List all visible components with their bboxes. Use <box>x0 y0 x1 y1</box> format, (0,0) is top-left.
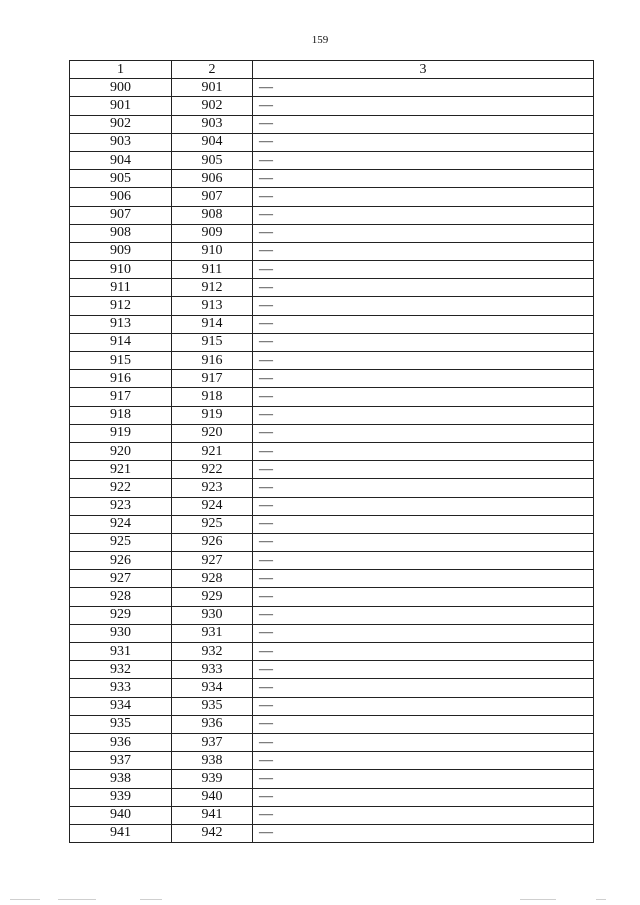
footer-mark <box>596 899 606 900</box>
table-cell-col3: — <box>253 715 594 733</box>
table-cell-col1: 936 <box>70 733 172 751</box>
table-row <box>70 333 594 351</box>
table-row <box>70 151 594 169</box>
table-cell-col2: 908 <box>172 206 253 224</box>
table-cell-col3: — <box>253 661 594 679</box>
table-cell-col3: — <box>253 424 594 442</box>
table-row <box>70 279 594 297</box>
table-row <box>70 370 594 388</box>
table-row <box>70 261 594 279</box>
table-cell-col3: — <box>253 552 594 570</box>
table-cell-col1: 927 <box>70 570 172 588</box>
table-row <box>70 206 594 224</box>
table-cell-col2: 928 <box>172 570 253 588</box>
table-cell-col1: 941 <box>70 824 172 842</box>
table-header <box>70 61 594 79</box>
table-cell-col3: — <box>253 388 594 406</box>
column-header-3: 3 <box>253 61 594 79</box>
table-cell-col2: 938 <box>172 752 253 770</box>
table-cell-col1: 924 <box>70 515 172 533</box>
table-cell-col2: 918 <box>172 388 253 406</box>
table-cell-col1: 909 <box>70 242 172 260</box>
table-row <box>70 388 594 406</box>
data-table <box>69 60 594 843</box>
table-cell-col1: 905 <box>70 170 172 188</box>
table-cell-col1: 934 <box>70 697 172 715</box>
table-cell-col2: 921 <box>172 442 253 460</box>
table-cell-col1: 906 <box>70 188 172 206</box>
table-cell-col3: — <box>253 497 594 515</box>
table-cell-col1: 907 <box>70 206 172 224</box>
header-row <box>70 61 594 79</box>
table-cell-col3: — <box>253 824 594 842</box>
table-cell-col3: — <box>253 224 594 242</box>
table-cell-col3: — <box>253 115 594 133</box>
table-cell-col3: — <box>253 479 594 497</box>
table-cell-col3: — <box>253 643 594 661</box>
table-row <box>70 733 594 751</box>
table-cell-col1: 931 <box>70 643 172 661</box>
table-cell-col3: — <box>253 352 594 370</box>
table-cell-col1: 911 <box>70 279 172 297</box>
table-cell-col3: — <box>253 697 594 715</box>
table-cell-col2: 942 <box>172 824 253 842</box>
table-cell-col2: 922 <box>172 461 253 479</box>
table-cell-col1: 939 <box>70 788 172 806</box>
table-cell-col2: 905 <box>172 151 253 169</box>
footer-mark <box>520 899 556 900</box>
table-cell-col1: 925 <box>70 533 172 551</box>
table-cell-col3: — <box>253 788 594 806</box>
table-row <box>70 442 594 460</box>
table-cell-col1: 930 <box>70 624 172 642</box>
table-cell-col2: 924 <box>172 497 253 515</box>
table-cell-col1: 920 <box>70 442 172 460</box>
table-cell-col1: 923 <box>70 497 172 515</box>
table-row <box>70 679 594 697</box>
table-cell-col1: 940 <box>70 806 172 824</box>
table-cell-col1: 929 <box>70 606 172 624</box>
table-cell-col1: 904 <box>70 151 172 169</box>
table-cell-col3: — <box>253 442 594 460</box>
table-cell-col1: 914 <box>70 333 172 351</box>
table-cell-col2: 902 <box>172 97 253 115</box>
table-row <box>70 697 594 715</box>
table-cell-col2: 913 <box>172 297 253 315</box>
table-row <box>70 479 594 497</box>
table-cell-col2: 911 <box>172 261 253 279</box>
table-cell-col1: 912 <box>70 297 172 315</box>
table-cell-col2: 933 <box>172 661 253 679</box>
table-cell-col3: — <box>253 261 594 279</box>
table-row <box>70 297 594 315</box>
table-cell-col2: 927 <box>172 552 253 570</box>
table-cell-col2: 940 <box>172 788 253 806</box>
table-cell-col2: 910 <box>172 242 253 260</box>
table-cell-col3: — <box>253 170 594 188</box>
table-cell-col3: — <box>253 315 594 333</box>
table-row <box>70 97 594 115</box>
footer-mark <box>140 899 162 900</box>
table-cell-col2: 919 <box>172 406 253 424</box>
table-cell-col2: 906 <box>172 170 253 188</box>
table-row <box>70 115 594 133</box>
table-cell-col3: — <box>253 242 594 260</box>
table-cell-col3: — <box>253 733 594 751</box>
table-cell-col3: — <box>253 406 594 424</box>
table-cell-col2: 937 <box>172 733 253 751</box>
table-cell-col3: — <box>253 570 594 588</box>
table-cell-col1: 921 <box>70 461 172 479</box>
table-row <box>70 752 594 770</box>
table-cell-col3: — <box>253 151 594 169</box>
table-cell-col2: 934 <box>172 679 253 697</box>
page-number: 159 <box>311 34 329 46</box>
table-cell-col3: — <box>253 206 594 224</box>
table-row <box>70 533 594 551</box>
table-cell-col1: 926 <box>70 552 172 570</box>
table-cell-col1: 919 <box>70 424 172 442</box>
table-row <box>70 552 594 570</box>
table-cell-col2: 912 <box>172 279 253 297</box>
footer-mark <box>58 899 96 900</box>
table-row <box>70 770 594 788</box>
table-cell-col3: — <box>253 79 594 97</box>
table-cell-col1: 903 <box>70 133 172 151</box>
table-cell-col2: 935 <box>172 697 253 715</box>
table-cell-col1: 913 <box>70 315 172 333</box>
table-cell-col2: 904 <box>172 133 253 151</box>
table-row <box>70 461 594 479</box>
table-cell-col3: — <box>253 461 594 479</box>
table-row <box>70 424 594 442</box>
table-cell-col2: 941 <box>172 806 253 824</box>
table-cell-col1: 902 <box>70 115 172 133</box>
table-cell-col2: 936 <box>172 715 253 733</box>
table-row <box>70 352 594 370</box>
table-cell-col2: 923 <box>172 479 253 497</box>
table-cell-col1: 916 <box>70 370 172 388</box>
table-cell-col1: 937 <box>70 752 172 770</box>
table-cell-col2: 909 <box>172 224 253 242</box>
table-row <box>70 788 594 806</box>
table-row <box>70 315 594 333</box>
table-cell-col2: 901 <box>172 79 253 97</box>
table-cell-col2: 914 <box>172 315 253 333</box>
table-cell-col3: — <box>253 588 594 606</box>
table-row <box>70 588 594 606</box>
table-cell-col2: 939 <box>172 770 253 788</box>
table-row <box>70 661 594 679</box>
table-cell-col3: — <box>253 370 594 388</box>
table-cell-col3: — <box>253 333 594 351</box>
table-row <box>70 824 594 842</box>
table-cell-col3: — <box>253 533 594 551</box>
table-cell-col3: — <box>253 97 594 115</box>
table-cell-col3: — <box>253 133 594 151</box>
table-row <box>70 170 594 188</box>
table-cell-col1: 935 <box>70 715 172 733</box>
table-row <box>70 715 594 733</box>
table-row <box>70 643 594 661</box>
table-row <box>70 224 594 242</box>
table-row <box>70 79 594 97</box>
table-cell-col3: — <box>253 279 594 297</box>
table-cell-col1: 918 <box>70 406 172 424</box>
table-row <box>70 406 594 424</box>
table-row <box>70 133 594 151</box>
table-row <box>70 242 594 260</box>
column-header-2: 2 <box>172 61 253 79</box>
table-cell-col1: 938 <box>70 770 172 788</box>
table-cell-col3: — <box>253 752 594 770</box>
table-row <box>70 515 594 533</box>
table-cell-col1: 933 <box>70 679 172 697</box>
table-cell-col3: — <box>253 806 594 824</box>
table-row <box>70 624 594 642</box>
table-cell-col3: — <box>253 624 594 642</box>
table-row <box>70 570 594 588</box>
table-row <box>70 806 594 824</box>
table-cell-col1: 900 <box>70 79 172 97</box>
table-cell-col2: 915 <box>172 333 253 351</box>
table-cell-col3: — <box>253 515 594 533</box>
table-body <box>70 79 594 843</box>
table-cell-col3: — <box>253 770 594 788</box>
table-cell-col2: 907 <box>172 188 253 206</box>
table-cell-col1: 932 <box>70 661 172 679</box>
table-cell-col2: 925 <box>172 515 253 533</box>
table-row <box>70 606 594 624</box>
table-cell-col2: 932 <box>172 643 253 661</box>
table-cell-col3: — <box>253 679 594 697</box>
table-cell-col2: 930 <box>172 606 253 624</box>
table-cell-col3: — <box>253 606 594 624</box>
column-header-1: 1 <box>70 61 172 79</box>
table-cell-col2: 926 <box>172 533 253 551</box>
table-cell-col2: 916 <box>172 352 253 370</box>
table-cell-col1: 901 <box>70 97 172 115</box>
footer-mark <box>10 899 40 900</box>
table-cell-col3: — <box>253 188 594 206</box>
table-cell-col2: 931 <box>172 624 253 642</box>
table-cell-col1: 915 <box>70 352 172 370</box>
table-cell-col1: 908 <box>70 224 172 242</box>
table-cell-col1: 917 <box>70 388 172 406</box>
table-row <box>70 497 594 515</box>
page-footer <box>0 899 640 903</box>
table-cell-col3: — <box>253 297 594 315</box>
table-cell-col2: 903 <box>172 115 253 133</box>
table-cell-col1: 928 <box>70 588 172 606</box>
table-cell-col2: 920 <box>172 424 253 442</box>
table-cell-col1: 922 <box>70 479 172 497</box>
table-row <box>70 188 594 206</box>
table-cell-col2: 917 <box>172 370 253 388</box>
table-cell-col2: 929 <box>172 588 253 606</box>
table-cell-col1: 910 <box>70 261 172 279</box>
